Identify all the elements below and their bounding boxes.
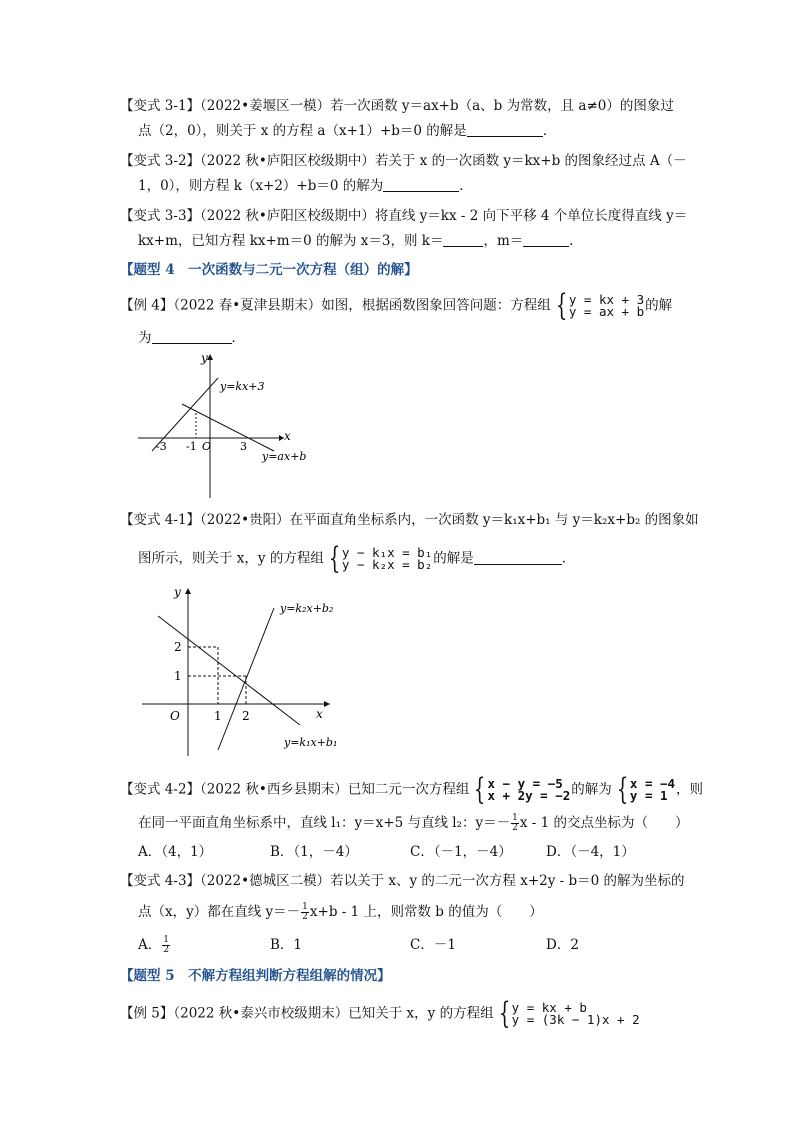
v32-line2: 1，0），则方程 k（x+2）+b＝0 的解为 ． — [138, 178, 473, 194]
origin-label: O — [202, 440, 212, 453]
equation-system: { y − k₁x = b₁ y − k₂x = b₂ — [328, 541, 433, 576]
line-label: y=ax+b — [262, 450, 307, 463]
v43-line1: 【变式 4-3】（2022•德城区二模）若以关于 x、y 的二元一次方程 x+2y - b＝0 的解为坐标的 — [120, 873, 685, 889]
v31-line2: 点（2，0），则关于 x 的方程 a（x+1）+b＝0 的解是 ． — [138, 123, 557, 139]
option-a[interactable]: A．（4，1） — [138, 844, 213, 860]
fraction: $\frac{1}{2}$ — [302, 902, 308, 922]
line-label: y=k₁x+b₁ — [284, 736, 338, 749]
tick-label: 2 — [242, 709, 250, 723]
answer-blank[interactable] — [467, 122, 543, 137]
section-heading-5: 【题型 5 不解方程组判断方程组解的情况】 — [120, 968, 391, 984]
y-label: y — [201, 351, 208, 365]
v31-line1: 【变式 3-1】（2022•姜堰区一模）若一次函数 y＝ax+b（a、b 为常数，且 a≠0）的图象过 — [120, 98, 674, 114]
answer-blank[interactable] — [383, 177, 459, 192]
tick-label: 3 — [240, 440, 247, 453]
equation-system: { y = kx + b y = (3k − 1)x + 2 — [498, 996, 640, 1031]
v32-line1: 【变式 3-2】（2022 秋•庐阳区校级期中）若关于 x 的一次函数 y＝kx+b 的图象经过点 A（－ — [120, 153, 687, 169]
option-b[interactable]: B．1 — [270, 937, 303, 953]
answer-blank[interactable] — [474, 550, 562, 565]
tick-label: 1 — [174, 669, 182, 683]
v33-line1: 【变式 3-3】（2022 秋•庐阳区校级期中）将直线 y＝kx - 2 向下平移 4 个单位长度得直线 y＝ — [120, 208, 688, 224]
v42-line2: 在同一平面直角坐标系中，直线 l₁：y＝x+5 与直线 l₂：y＝－ $\frac{1}{2}$ x - 1 的交点坐标为（ ） — [138, 813, 689, 833]
v41-line2: 图所示，则关于 x，y 的方程组 { y − k₁x = b₁ y − k₂x = b₂ 的解是 ． — [138, 541, 576, 576]
option-c[interactable]: C．（－1，－4） — [410, 844, 512, 860]
x-label: x — [284, 429, 291, 443]
v42-line1: 【变式 4-2】（2022 秋•西乡县期末）已知二元一次方程组 { x − y = −5 x + 2y = −2 的解为 { x = −4 y = 1 ，则 — [120, 772, 704, 807]
fraction: $\frac{1}{2}$ — [512, 813, 518, 833]
line-label: y=kx+3 — [220, 380, 265, 393]
ex4-line2: 为 ． — [138, 330, 245, 346]
tick-label: 1 — [214, 709, 222, 723]
ex5-line1: 【例 5】（2022 秋•泰兴市校级期末）已知关于 x，y 的方程组 { y = kx + b y = (3k − 1)x + 2 — [120, 996, 640, 1031]
ex4-line1: 【例 4】（2022 春•夏津县期末）如图，根据函数图象回答问题：方程组 { y = kx + 3 y = ax + b 的解 — [120, 288, 673, 323]
line-label: y=k₂x+b₂ — [280, 602, 334, 615]
option-a[interactable]: A． $\frac{1}{2}$ — [138, 935, 169, 955]
fraction: $\frac{1}{2}$ — [163, 935, 169, 955]
tick-label: -1 — [186, 440, 197, 453]
answer-blank[interactable] — [152, 329, 232, 344]
v43-line2: 点（x，y）都在直线 y＝－ $\frac{1}{2}$ x+b - 1 上，则常数 b 的值为（ ） — [138, 902, 543, 922]
ex4-graph — [134, 348, 314, 500]
section-heading-4: 【题型 4 一次函数与二元一次方程（组）的解】 — [120, 262, 418, 278]
x-label: x — [316, 707, 323, 721]
option-d[interactable]: D．2 — [546, 937, 579, 953]
v33-line2: kx+m，已知方程 kx+m＝0 的解为 x＝3，则 k＝ ，m＝ ． — [138, 233, 583, 249]
option-b[interactable]: B．（1，－4） — [270, 844, 358, 860]
option-d[interactable]: D．（－4，1） — [546, 844, 635, 860]
answer-blank-k[interactable] — [443, 232, 483, 247]
y-label: y — [174, 585, 181, 599]
solution-system: { x = −4 y = 1 — [616, 772, 676, 807]
tick-label: -3 — [156, 440, 167, 453]
tick-label: 2 — [174, 640, 182, 654]
equation-system: { x − y = −5 x + 2y = −2 — [474, 772, 571, 807]
option-c[interactable]: C．－1 — [410, 937, 456, 953]
v41-line1: 【变式 4-1】（2022•贵阳）在平面直角坐标系内，一次函数 y＝k₁x+b₁ 与 y＝k₂x+b₂ 的图象如 — [120, 512, 699, 528]
origin-label: O — [170, 709, 180, 723]
equation-system: { y = kx + 3 y = ax + b — [555, 288, 645, 323]
v41-graph — [138, 580, 358, 758]
answer-blank-m[interactable] — [523, 232, 569, 247]
